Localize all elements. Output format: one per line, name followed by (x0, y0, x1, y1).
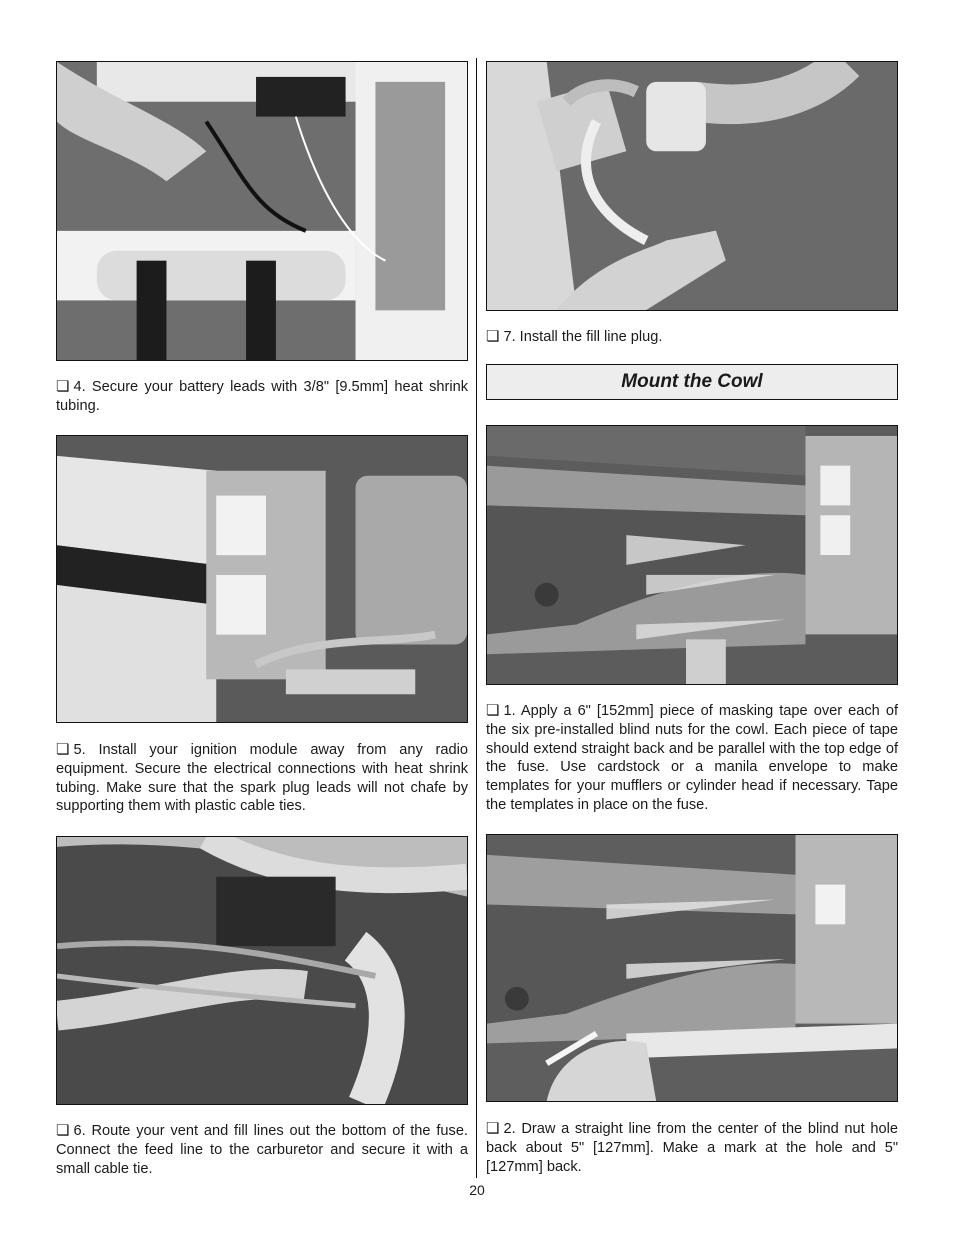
step-6-text: 6. Route your vent and fill lines out the bottom of the fuse. Connect the feed line to the carburetor and secure it with a small cable tie. (56, 1123, 468, 1177)
checkbox-icon[interactable]: ❏ (486, 1120, 500, 1137)
section-title: Mount the Cowl (486, 364, 898, 400)
checkbox-icon[interactable]: ❏ (56, 1122, 70, 1139)
column-divider (476, 58, 477, 1178)
photo-battery-leads (56, 61, 468, 361)
step-1-instruction (486, 702, 898, 815)
step-6-instruction (56, 1122, 468, 1178)
photo-fill-line-plug (486, 61, 898, 311)
step-1-text: 1. Apply a 6" [152mm] piece of masking tape over each of the six pre-installed blind nuts for the cowl. Each piece of tape should extend straight back and be parallel with the top edge of the fuse. Use cardstock or a manila envelope to make templates for your mufflers or cylinder head if necessary. Tape the templates in place on the fuse. (486, 703, 898, 813)
checkbox-icon[interactable]: ❏ (486, 328, 500, 345)
step-5-text: 5. Install your ignition module away from any radio equipment. Secure the electrical connections with heat shrink tubing. Make sure that the spark plug leads will not chafe by supporting them with plastic cable ties. (56, 742, 468, 815)
checkbox-icon[interactable]: ❏ (486, 702, 500, 719)
step-5-instruction (56, 741, 468, 816)
step-7-instruction (486, 328, 898, 347)
step-4-text: 4. Secure your battery leads with 3/8" [9.5mm] heat shrink tubing. (56, 379, 468, 414)
step-7-text: 7. Install the fill line plug. (503, 329, 663, 345)
photo-masking-tape-fuse (486, 425, 898, 685)
page-number: 20 (469, 1182, 485, 1198)
checkbox-icon[interactable]: ❏ (56, 741, 70, 758)
step-2-text: 2. Draw a straight line from the center of the blind nut hole back about 5" [127mm]. Make a mark at the hole and 5" [127mm] back. (486, 1121, 898, 1175)
step-2-instruction (486, 1120, 898, 1176)
checkbox-icon[interactable]: ❏ (56, 378, 70, 395)
step-4-instruction (56, 378, 468, 416)
photo-drawing-line (486, 834, 898, 1102)
photo-ignition-module (56, 435, 468, 723)
photo-vent-fill-lines (56, 836, 468, 1105)
